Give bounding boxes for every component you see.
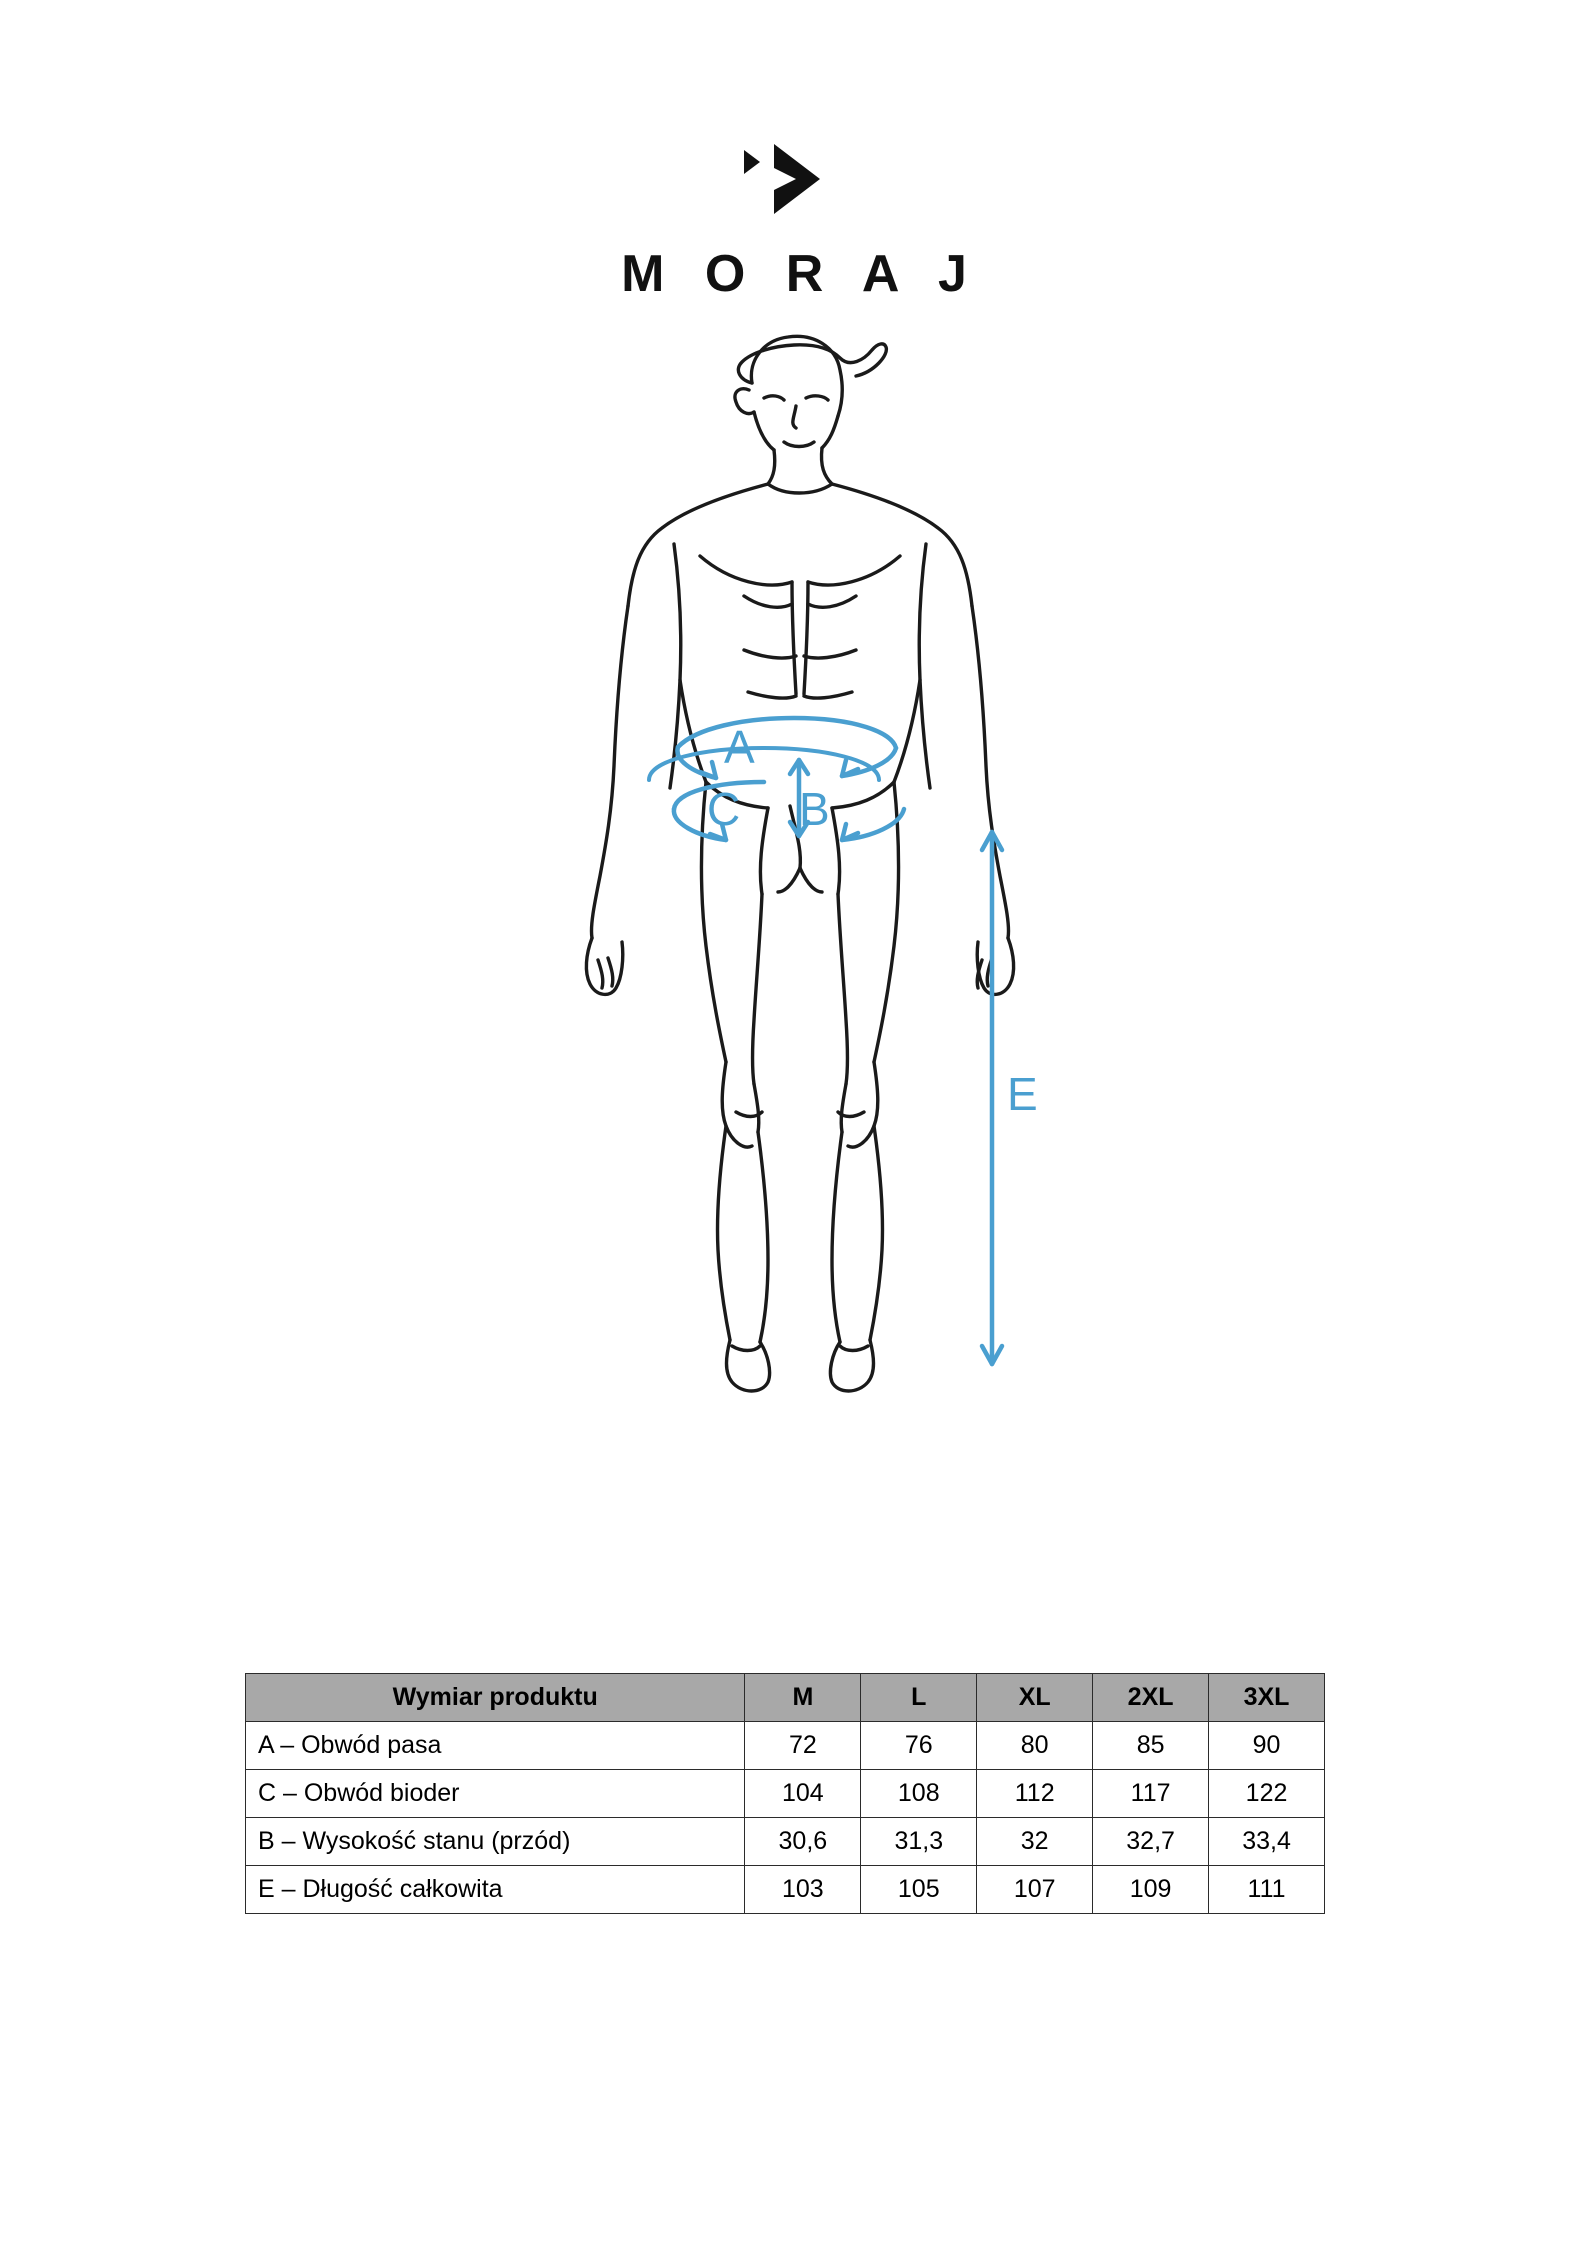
header-size-m: M bbox=[745, 1674, 861, 1722]
cell-hips-m: 104 bbox=[745, 1770, 861, 1818]
header-product-dimension: Wymiar produktu bbox=[246, 1674, 745, 1722]
row-label-waist: A – Obwód pasa bbox=[246, 1722, 745, 1770]
measure-label-a: A bbox=[724, 721, 755, 773]
row-label-rise: B – Wysokość stanu (przód) bbox=[246, 1818, 745, 1866]
table-row bbox=[246, 1818, 1325, 1866]
cell-waist-m: 72 bbox=[745, 1722, 861, 1770]
cell-rise-3xl: 33,4 bbox=[1209, 1818, 1325, 1866]
measure-label-e: E bbox=[1007, 1068, 1038, 1120]
table-header-row bbox=[246, 1674, 1325, 1722]
brand-name: M O R A J bbox=[621, 245, 980, 303]
cell-waist-xl: 80 bbox=[977, 1722, 1093, 1770]
measure-label-b: B bbox=[799, 783, 830, 835]
header-size-3xl: 3XL bbox=[1209, 1674, 1325, 1722]
row-label-total-length: E – Długość całkowita bbox=[246, 1866, 745, 1914]
cell-waist-3xl: 90 bbox=[1209, 1722, 1325, 1770]
cell-waist-2xl: 85 bbox=[1093, 1722, 1209, 1770]
cell-length-3xl: 111 bbox=[1209, 1866, 1325, 1914]
cell-rise-m: 30,6 bbox=[745, 1818, 861, 1866]
header-size-l: L bbox=[861, 1674, 977, 1722]
moraj-chevron-logo-icon bbox=[734, 140, 854, 218]
header-size-xl: XL bbox=[977, 1674, 1093, 1722]
cell-rise-l: 31,3 bbox=[861, 1818, 977, 1866]
measure-label-c: C bbox=[707, 783, 741, 835]
body-figure-illustration bbox=[344, 320, 1244, 1510]
cell-hips-xl: 112 bbox=[977, 1770, 1093, 1818]
cell-rise-2xl: 32,7 bbox=[1093, 1818, 1209, 1866]
size-chart-table bbox=[245, 1673, 1325, 1914]
table-row bbox=[246, 1866, 1325, 1914]
header-size-2xl: 2XL bbox=[1093, 1674, 1209, 1722]
cell-length-m: 103 bbox=[745, 1866, 861, 1914]
cell-hips-2xl: 117 bbox=[1093, 1770, 1209, 1818]
row-label-hips: C – Obwód bioder bbox=[246, 1770, 745, 1818]
cell-waist-l: 76 bbox=[861, 1722, 977, 1770]
table-row bbox=[246, 1722, 1325, 1770]
cell-length-2xl: 109 bbox=[1093, 1866, 1209, 1914]
table-row bbox=[246, 1770, 1325, 1818]
size-table-container bbox=[245, 1673, 1325, 1914]
cell-length-xl: 107 bbox=[977, 1866, 1093, 1914]
cell-length-l: 105 bbox=[861, 1866, 977, 1914]
cell-hips-l: 108 bbox=[861, 1770, 977, 1818]
cell-hips-3xl: 122 bbox=[1209, 1770, 1325, 1818]
measurement-diagram bbox=[0, 320, 1588, 1520]
cell-rise-xl: 32 bbox=[977, 1818, 1093, 1866]
brand-header bbox=[0, 140, 1588, 304]
